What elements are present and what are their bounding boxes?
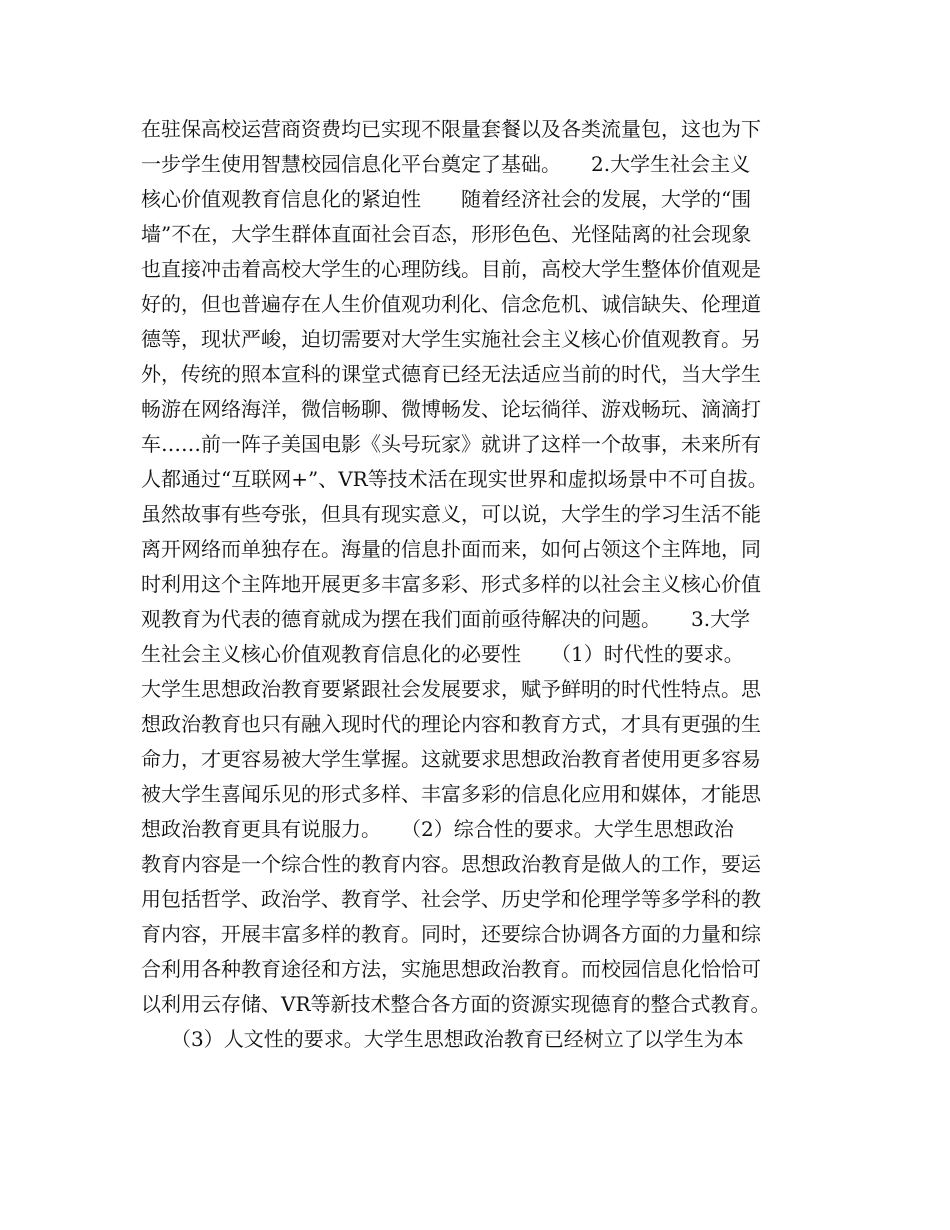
text-line-10: 车……前一阵子美国电影《头号玩家》就讲了这样一个故事，未来所有 [141,432,761,456]
text-line-7: 德等，现状严峻，迫切需要对大学生实施社会主义核心价值观教育。另 [141,327,761,351]
text-line-1: 在驻保高校运营商资费均已实现不限量套餐以及各类流量包，这也为下 [141,117,761,141]
text-line-26: 以利用云存储、VR等新技术整合各方面的资源实现德育的整合式教育。 [141,992,771,1016]
text-line-5: 也直接冲击着高校大学生的心理防线。目前，高校大学生整体价值观是 [141,257,761,281]
text-line-2: 一步学生使用智慧校园信息化平台奠定了基础。 2.大学生社会主义 [141,152,751,176]
text-line-17: 大学生思想政治教育要紧跟社会发展要求，赋予鲜明的时代性特点。思 [141,677,761,701]
text-line-3: 核心价值观教育信息化的紧迫性 随着经济社会的发展，大学的“围 [141,187,752,211]
text-line-27: （3）人文性的要求。大学生思想政治教育已经树立了以学生为本 [141,1027,744,1051]
text-line-24: 育内容，开展丰富多样的教育。同时，还要综合协调各方面的力量和综 [141,922,761,946]
text-line-19: 命力，才更容易被大学生掌握。这就要求思想政治教育者使用更多容易 [141,747,761,771]
text-line-4: 墙”不在，大学生群体直面社会百态，形形色色、光怪陆离的社会现象 [141,222,752,246]
text-line-15: 观教育为代表的德育就成为摆在我们面前亟待解决的问题。 3.大学 [141,607,751,631]
text-line-18: 想政治教育也只有融入现时代的理论内容和教育方式，才具有更强的生 [141,712,761,736]
text-line-11: 人都通过“互联网+”、VR等技术活在现实世界和虚拟场景中不可自拔。 [141,467,768,491]
text-line-20: 被大学生喜闻乐见的形式多样、丰富多彩的信息化应用和媒体，才能思 [141,782,761,806]
text-line-6: 好的，但也普遍存在人生价值观功利化、信念危机、诚信缺失、伦理道 [141,292,761,316]
body-text [141,112,831,1057]
text-line-21: 想政治教育更具有说服力。 （2）综合性的要求。大学生思想政治 [141,817,734,841]
text-line-16: 生社会主义核心价值观教育信息化的必要性 （1）时代性的要求。 [141,642,744,666]
text-line-13: 离开网络而单独存在。海量的信息扑面而来，如何占领这个主阵地，同 [141,537,761,561]
text-line-8: 外，传统的照本宣科的课堂式德育已经无法适应当前的时代，当大学生 [141,362,761,386]
text-line-14: 时利用这个主阵地开展更多丰富多彩、形式多样的以社会主义核心价值 [141,572,761,596]
text-line-25: 合利用各种教育途径和方法，实施思想政治教育。而校园信息化恰恰可 [141,957,761,981]
text-line-12: 虽然故事有些夸张，但具有现实意义，可以说，大学生的学习生活不能 [141,502,761,526]
text-line-23: 用包括哲学、政治学、教育学、社会学、历史学和伦理学等多学科的教 [141,887,761,911]
text-line-22: 教育内容是一个综合性的教育内容。思想政治教育是做人的工作，要运 [141,852,761,876]
text-line-9: 畅游在网络海洋，微信畅聊、微博畅发、论坛徜徉、游戏畅玩、滴滴打 [141,397,761,421]
